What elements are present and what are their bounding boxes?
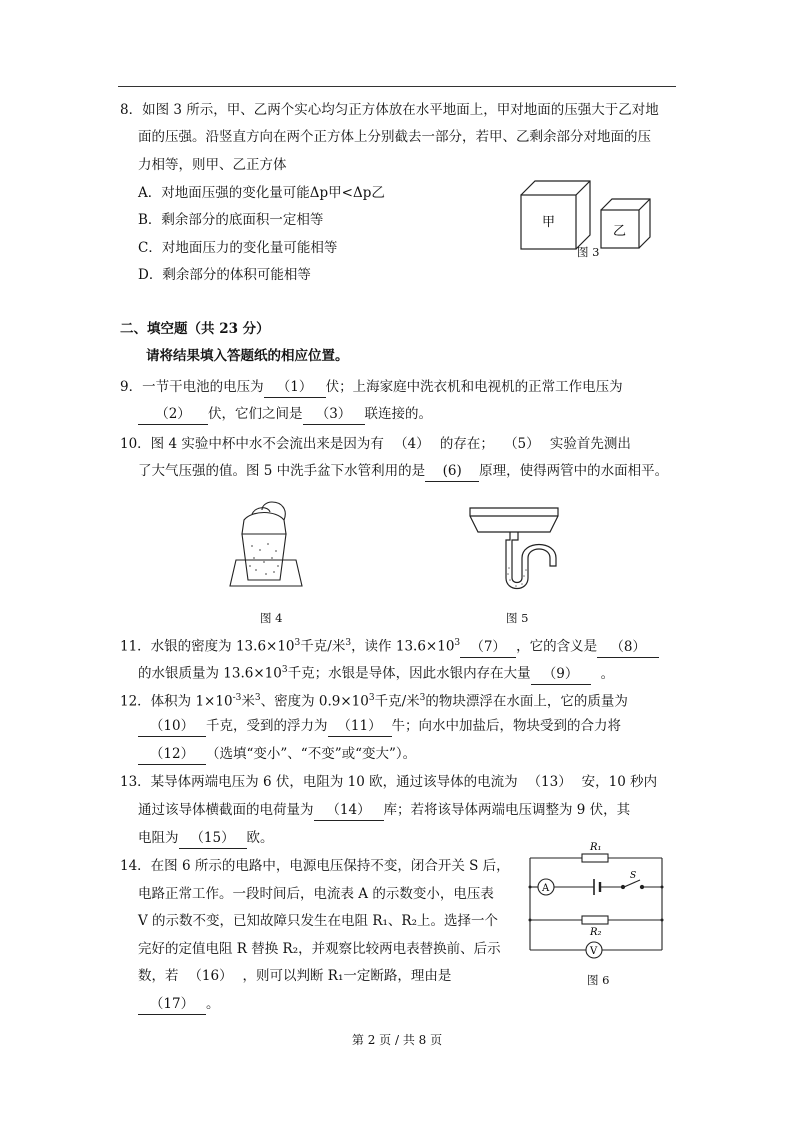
- q14-line2: 电路正常工作。一段时间后，电流表 A 的示数变小，电压表: [138, 886, 494, 902]
- q11-line1: [120, 633, 659, 658]
- label-r2: R₂: [590, 927, 602, 938]
- q9-text-a: 9．一节干电池的电压为: [120, 379, 264, 395]
- blank-15: （15）: [179, 828, 247, 849]
- q13-text-d: 通过该导体横截面的电荷量为: [138, 802, 314, 818]
- ammeter-icon: A: [542, 883, 550, 894]
- q9-line1: [120, 377, 623, 398]
- blank-6: (6): [425, 461, 479, 482]
- q8-option-d: D．剩余部分的体积可能相等: [138, 267, 311, 283]
- q14-text-5a: 数，若: [138, 968, 179, 984]
- figure-4-caption: 图 4: [260, 611, 283, 625]
- q13-text-f: 电阻为: [138, 830, 179, 846]
- q12-text-h: （选填“变小”、“不变”或“变大”）。: [206, 746, 417, 762]
- blank-12: （12）: [138, 744, 206, 765]
- q14-line5: [138, 966, 451, 986]
- q8-option-b: B．剩余部分的底面积一定相等: [138, 212, 324, 228]
- q12-sup-c: 3: [368, 693, 375, 703]
- q8-option-a: A．对地面压强的变化量可能Δp甲<Δp乙: [138, 185, 385, 201]
- blank-17: （17）: [138, 994, 206, 1015]
- q10-text-a: 10．图 4 实验中杯中水不会流出来是因为有: [120, 436, 384, 452]
- q14-line4: 完好的定值电阻 R 替换 R₂，并观察比较两电表替换前、后示: [138, 941, 501, 957]
- q14-line3: V 的示数不变，已知故障只发生在电阻 R₁、R₂上。选择一个: [138, 913, 498, 929]
- q9-text-d: 伏，它们之间是: [208, 406, 303, 422]
- q11-line2: [138, 660, 614, 685]
- q12-line1: [120, 688, 628, 712]
- header-rule: [118, 86, 676, 87]
- blank-16: （16）: [188, 968, 233, 984]
- q12-text-f: 千克，受到的浮力为: [206, 718, 328, 734]
- q10-line2: [138, 461, 668, 482]
- q11-sup-e: 3: [281, 665, 288, 675]
- label-yi: 乙: [613, 224, 627, 239]
- blank-13: （13）: [527, 774, 572, 790]
- q14-line1: 14．在图 6 所示的电路中，电源电压保持不变，闭合开关 S 后，: [120, 858, 510, 874]
- q8-option-c: C．对地面压力的变化量可能相等: [138, 240, 338, 256]
- blank-11: （11）: [328, 716, 392, 737]
- section-2-title: 二、填空题（共 23 分）: [120, 321, 270, 337]
- q9-text-e: 联连接的。: [364, 406, 432, 422]
- figure-5-caption: 图 5: [506, 611, 529, 625]
- figure-5-sink: [466, 500, 562, 600]
- figure-6-caption: 图 6: [587, 973, 610, 987]
- q12-text-d: 千克/米: [374, 693, 420, 710]
- q13-line3: [138, 828, 274, 849]
- q9-line2: [138, 404, 432, 425]
- blank-14: （14）: [314, 800, 384, 821]
- section-2-instruction: 请将结果填入答题纸的相应位置。: [146, 348, 349, 364]
- blank-7: （7）: [460, 637, 516, 658]
- q10-text-f: 原理，使得两管中的水面相平。: [479, 463, 669, 479]
- q11-text-d: ，它的含义是: [516, 638, 598, 655]
- q12-line2: [138, 716, 621, 737]
- q11-text-e: 的水银质量为 13.6×10: [138, 665, 282, 682]
- q12-line3: [138, 744, 416, 765]
- q12-text-e: 的物块漂浮在水面上，它的质量为: [425, 693, 628, 710]
- label-switch: S: [630, 871, 637, 881]
- q11-text-c: ，读作 13.6×10: [351, 638, 455, 655]
- blank-8: （8）: [597, 637, 659, 658]
- q12-sup-b: 3: [254, 693, 261, 703]
- figure-6-circuit: [524, 840, 668, 965]
- q13-text-a: 13．某导体两端电压为 6 伏，电阻为 10 欧，通过该导体的电流为: [120, 774, 518, 790]
- blank-10: （10）: [138, 716, 206, 737]
- q10-line1: [120, 434, 631, 454]
- blank-3: （3）: [303, 404, 365, 425]
- q10-text-d: 实验首先测出: [549, 436, 631, 452]
- page-footer: 第 2 页 / 共 8 页: [351, 1033, 443, 1047]
- q11-sup-a: 3: [294, 638, 301, 648]
- q12-text-c: 、密度为 0.9×10: [260, 693, 369, 710]
- q13-text-e: 库；若将该导体两端电压调整为 9 伏，其: [383, 802, 631, 818]
- q8-line1: 8．如图 3 所示，甲、乙两个实心均匀正方体放在水平地面上，甲对地面的压强大于乙对地: [120, 102, 659, 118]
- q11-sup-b: 3: [345, 638, 352, 648]
- blank-2: （2）: [138, 404, 208, 425]
- q9-text-c: 伏；上海家庭中洗衣机和电视机的正常工作电压为: [325, 379, 623, 395]
- q12-sup-d: 3: [419, 693, 426, 703]
- q13-line2: [138, 800, 630, 821]
- q14-text-5b: ，则可以判断 R₁一定断路，理由是: [242, 968, 452, 984]
- label-r1: R₁: [590, 842, 602, 853]
- voltmeter-icon: V: [590, 946, 598, 957]
- q10-text-c: 的存在；: [439, 436, 494, 452]
- q11-text-b: 千克/米: [300, 638, 346, 655]
- label-jia: 甲: [542, 215, 556, 230]
- figure-4-cup: [222, 496, 312, 596]
- q12-text-g: 牛；向水中加盐后，物块受到的合力将: [391, 718, 621, 734]
- blank-1: （1）: [264, 377, 326, 398]
- q11-text-a: 11．水银的密度为 13.6×10: [120, 638, 295, 655]
- q8-line2: 面的压强。沿竖直方向在两个正方体上分别截去一部分，若甲、乙剩余部分对地面的压: [138, 129, 651, 145]
- figure-3-caption: 图 3: [577, 245, 600, 259]
- q10-text-e: 了大气压强的值。图 5 中洗手盆下水管利用的是: [138, 463, 426, 479]
- q12-sup-a: -3: [232, 693, 242, 703]
- q12-text-a: 12．体积为 1×10: [120, 693, 233, 710]
- q14-line6: [138, 994, 220, 1015]
- q11-sup-c: 3: [454, 638, 461, 648]
- q11-text-g: 。: [600, 665, 615, 682]
- q13-line1: [120, 772, 657, 792]
- q13-text-c: 安，10 秒内: [581, 774, 658, 790]
- q14-text-6: 。: [206, 996, 220, 1012]
- q8-line3: 力相等，则甲、乙正方体: [138, 157, 287, 173]
- q13-text-g: 欧。: [246, 830, 274, 846]
- blank-9: （9）: [531, 664, 591, 685]
- q12-text-b: 米: [241, 693, 255, 710]
- q11-text-f: 千克；水银是导体，因此水银内存在大量: [287, 665, 531, 682]
- blank-4: （4）: [394, 436, 430, 452]
- blank-5: （5）: [504, 436, 540, 452]
